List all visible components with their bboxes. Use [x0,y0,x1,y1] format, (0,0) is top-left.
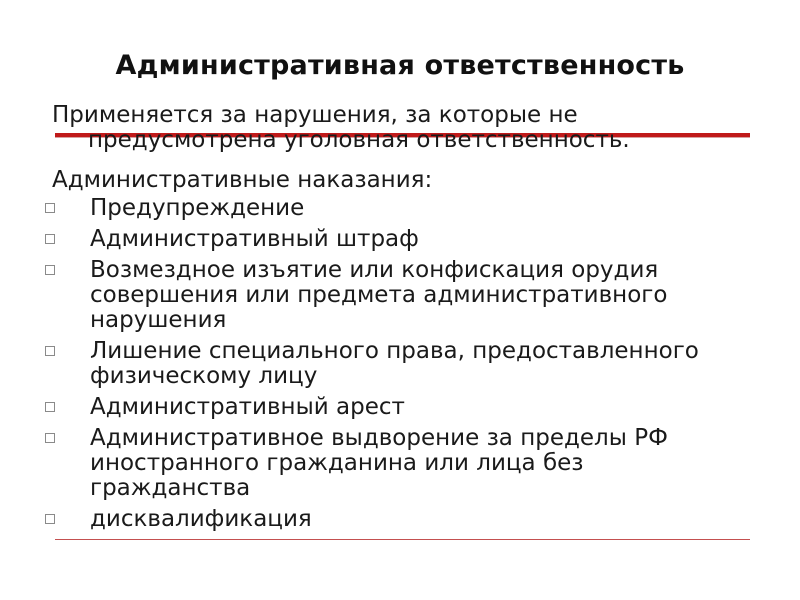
list-item-text: Административный арест [90,394,405,420]
list-item [0,395,740,420]
slide-title: Административная ответственность [115,50,685,81]
list-item [0,196,740,221]
hollow-square-icon [45,203,55,213]
list-item-text: дисквалификация [90,506,312,532]
list-item [0,258,740,333]
hollow-square-icon [45,433,55,443]
hollow-square-icon [45,514,55,524]
list-item [0,507,740,532]
intro-line-1: Применяется за нарушения, за которые не [52,102,578,128]
bottom-rule [55,539,750,540]
list-item-text: Административное выдворение за пределы РФ иностранного гражданина или лица без гражданства [90,425,668,501]
list-item [0,339,740,389]
intro-line-2: предусмотрена уголовная ответственность. [88,127,630,153]
punishments-list [0,196,800,538]
intro-paragraph [52,103,752,153]
hollow-square-icon [45,265,55,275]
hollow-square-icon [45,346,55,356]
hollow-square-icon [45,234,55,244]
list-item-text: Административный штраф [90,226,419,252]
list-item-text: Предупреждение [90,195,305,221]
list-item [0,227,740,252]
list-item-text: Возмездное изъятие или конфискация орудия совершения или предмета административного нарушения [90,257,668,333]
punishments-heading: Административные наказания: [52,167,433,193]
list-item [0,426,740,501]
hollow-square-icon [45,402,55,412]
list-item-text: Лишение специального права, предоставленного физическому лицу [90,338,699,389]
